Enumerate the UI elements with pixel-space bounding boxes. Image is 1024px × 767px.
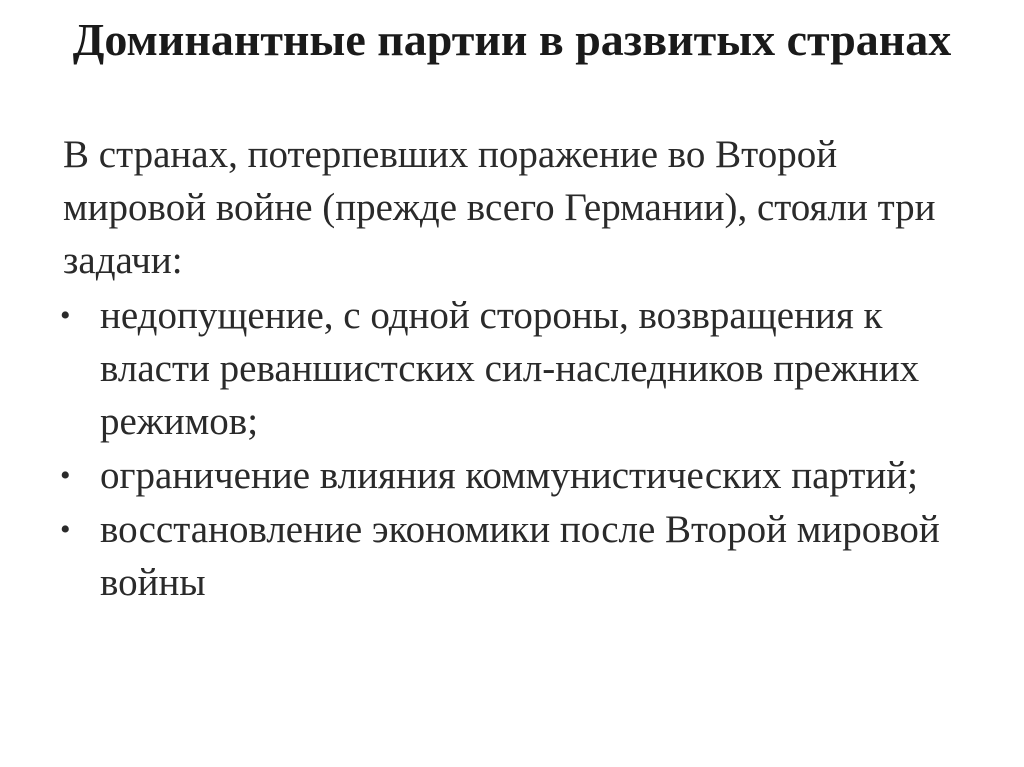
bullet-text: восстановление экономики после Второй мировой войны <box>100 508 940 604</box>
bullet-icon: • <box>60 513 71 546</box>
bullet-item <box>60 503 960 609</box>
bullet-item <box>60 449 960 502</box>
intro-paragraph: В странах, потерпевших поражение во Второй мировой войне (прежде всего Германии), стояли три задачи: <box>63 133 936 282</box>
bullet-icon: • <box>60 459 71 492</box>
bullet-list <box>60 289 960 610</box>
slide-title: Доминантные партии в развитых странах <box>72 14 952 65</box>
bullet-icon: • <box>60 299 71 332</box>
bullet-text: недопущение, с одной стороны, возвращения к власти реваншистских сил-наследников прежних режимов; <box>100 294 920 443</box>
bullet-item <box>60 289 960 448</box>
bullet-text: ограничение влияния коммунистических партий; <box>100 454 918 497</box>
